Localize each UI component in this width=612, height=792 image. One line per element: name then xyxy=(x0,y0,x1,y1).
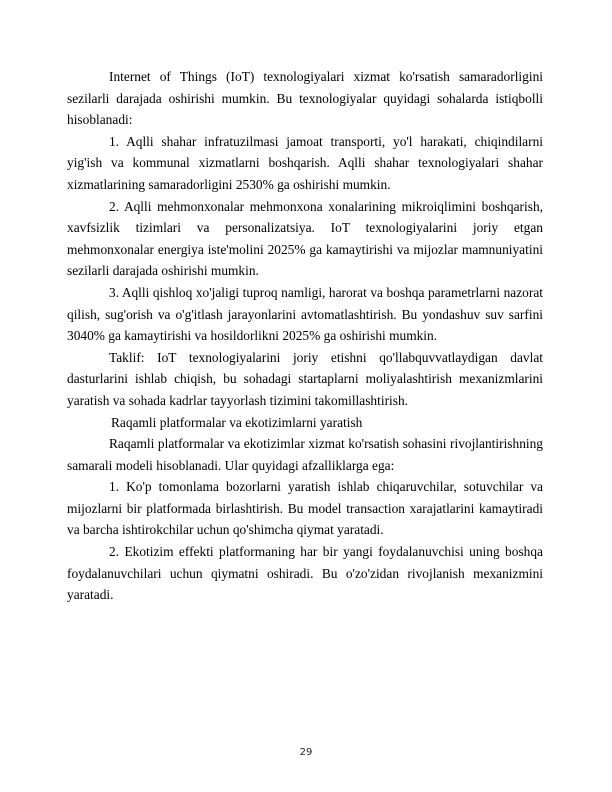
paragraph-platforms-intro: Raqamli platformalar va ekotizimlar xizmat ko'rsatish sohasini rivojlantirishning samarali modeli hisoblanadi. Ular quyidagi afzalliklarga ega: xyxy=(67,436,543,473)
page-number: 29 xyxy=(299,747,313,758)
section-subheading: Raqamli platformalar va ekotizimlarni yaratish xyxy=(111,414,363,430)
paragraph-smart-hotels: 2. Aqlli mehmonxonalar mehmonxona xonalarining mikroiqlimini boshqarish, xavfsizlik tizimlari va personalizatsiya. IoT texnologiyalarini joriy etgan mehmonxonalar energiya iste'molini 2025% ga kamaytirishi va mijozlar mamnuniyatini sezilarli darajada oshirishi mumkin. xyxy=(67,198,543,279)
paragraph-ecosystem-effect: 2. Ekotizim effekti platformaning har bir yangi foydalanuvchisi uning boshqa foydalanuvchilari uchun qiymatni oshiradi. Bu o'zo'zidan rivojlanish mexanizmini yaratadi. xyxy=(67,544,543,603)
paragraph-smart-city: 1. Aqlli shahar infratuzilmasi jamoat transporti, yo'l harakati, chiqindilarni yig'ish va kommunal xizmatlarni boshqarish. Aqlli shahar texnologiyalari shahar xizmatlarining samaradorligini 2530% ga oshirishi mumkin. xyxy=(67,133,543,192)
paragraph-proposal: Taklif: IoT texnologiyalarini joriy etishni qo'llabquvvatlaydigan davlat dasturlarini ishlab chiqish, bu sohadagi startaplarni moliyalashtirish mexanizmlarini yaratish va sohada kadrlar tayyorlash tizimini takomillashtirish. xyxy=(67,349,543,408)
paragraph-multisided-markets: 1. Ko'p tomonlama bozorlarni yaratish ishlab chiqaruvchilar, sotuvchilar va mijozlarni bir platformada birlashtirish. Bu model transaction xarajatlarini kamaytiradi va barcha ishtirokchilar uchun qo'shimcha qiymat yaratadi. xyxy=(67,479,543,538)
page-body xyxy=(67,66,543,606)
paragraph-iot-intro: Internet of Things (IoT) texnologiyalari xizmat ko'rsatish samaradorligini sezilarli darajada oshirishi mumkin. Bu texnologiyalar quyidagi sohalarda istiqbolli hisoblanadi: xyxy=(67,69,543,128)
paragraph-smart-agriculture: 3. Aqlli qishloq xo'jaligi tuproq namligi, harorat va boshqa parametrlarni nazorat qilish, sug'orish va o'g'itlash jarayonlarini avtomatlashtirish. Bu yondashuv suv sarfini 3040% ga kamaytirishi va hosildorlikni 2025% ga oshirishi mumkin. xyxy=(67,284,543,344)
